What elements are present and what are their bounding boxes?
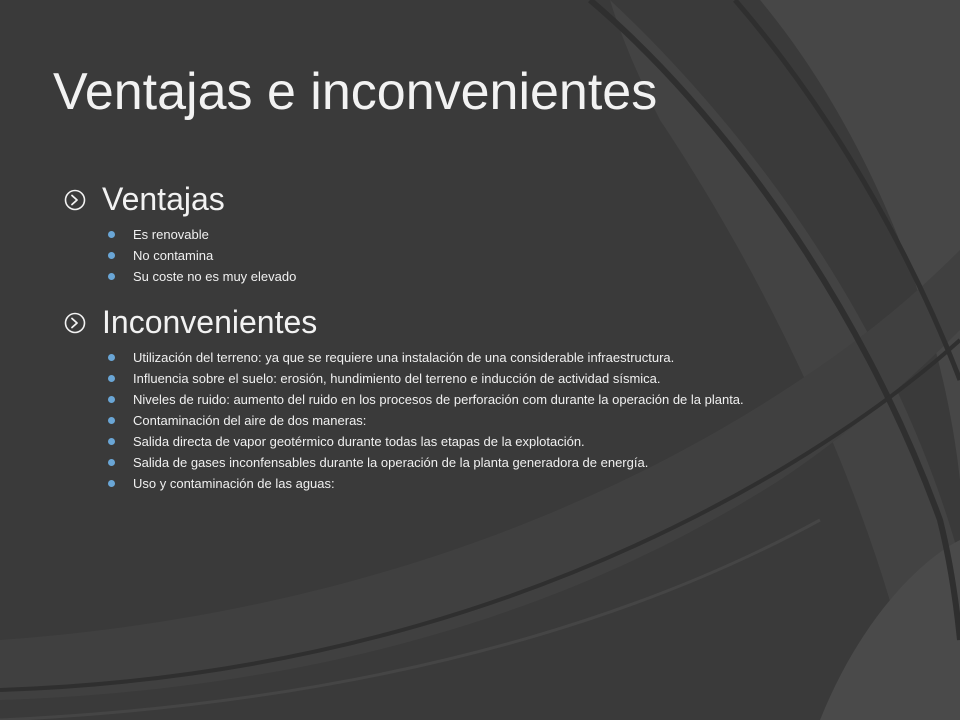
circled-chevron-right-icon (64, 189, 86, 211)
list-item: Salida de gases inconfensables durante la operación de la planta generadora de energía. (64, 452, 744, 473)
section-heading: Ventajas (102, 181, 225, 217)
bullet-dot-icon (108, 231, 115, 238)
bullet-dot-icon (108, 354, 115, 361)
section-heading-row (64, 300, 744, 344)
section-heading: Inconvenientes (102, 304, 318, 340)
bullet-dot-icon (108, 273, 115, 280)
list-item: No contamina (64, 245, 296, 266)
bullet-dot-icon (108, 459, 115, 466)
bullet-dot-icon (108, 396, 115, 403)
section-heading-row (64, 177, 296, 221)
bullet-dot-icon (108, 252, 115, 259)
inconvenientes-list (64, 347, 744, 494)
bullet-dot-icon (108, 480, 115, 487)
list-item: Contaminación del aire de dos maneras: (64, 410, 744, 431)
list-item: Influencia sobre el suelo: erosión, hundimiento del terreno e inducción de actividad sísmica. (64, 368, 744, 389)
section-inconvenientes (64, 300, 744, 494)
circled-chevron-right-icon (64, 312, 86, 334)
bullet-dot-icon (108, 417, 115, 424)
list-item: Salida directa de vapor geotérmico durante todas las etapas de la explotación. (64, 431, 744, 452)
list-item: Su coste no es muy elevado (64, 266, 296, 287)
list-item: Es renovable (64, 224, 296, 245)
list-item: Uso y contaminación de las aguas: (64, 473, 744, 494)
list-item: Utilización del terreno: ya que se requiere una instalación de una considerable infraestructura. (64, 347, 744, 368)
bullet-dot-icon (108, 438, 115, 445)
list-item: Niveles de ruido: aumento del ruido en los procesos de perforación com durante la operación de la planta. (64, 389, 744, 410)
slide-title: Ventajas e inconvenientes (53, 63, 658, 121)
ventajas-list (64, 224, 296, 287)
bullet-dot-icon (108, 375, 115, 382)
section-ventajas (64, 177, 296, 287)
